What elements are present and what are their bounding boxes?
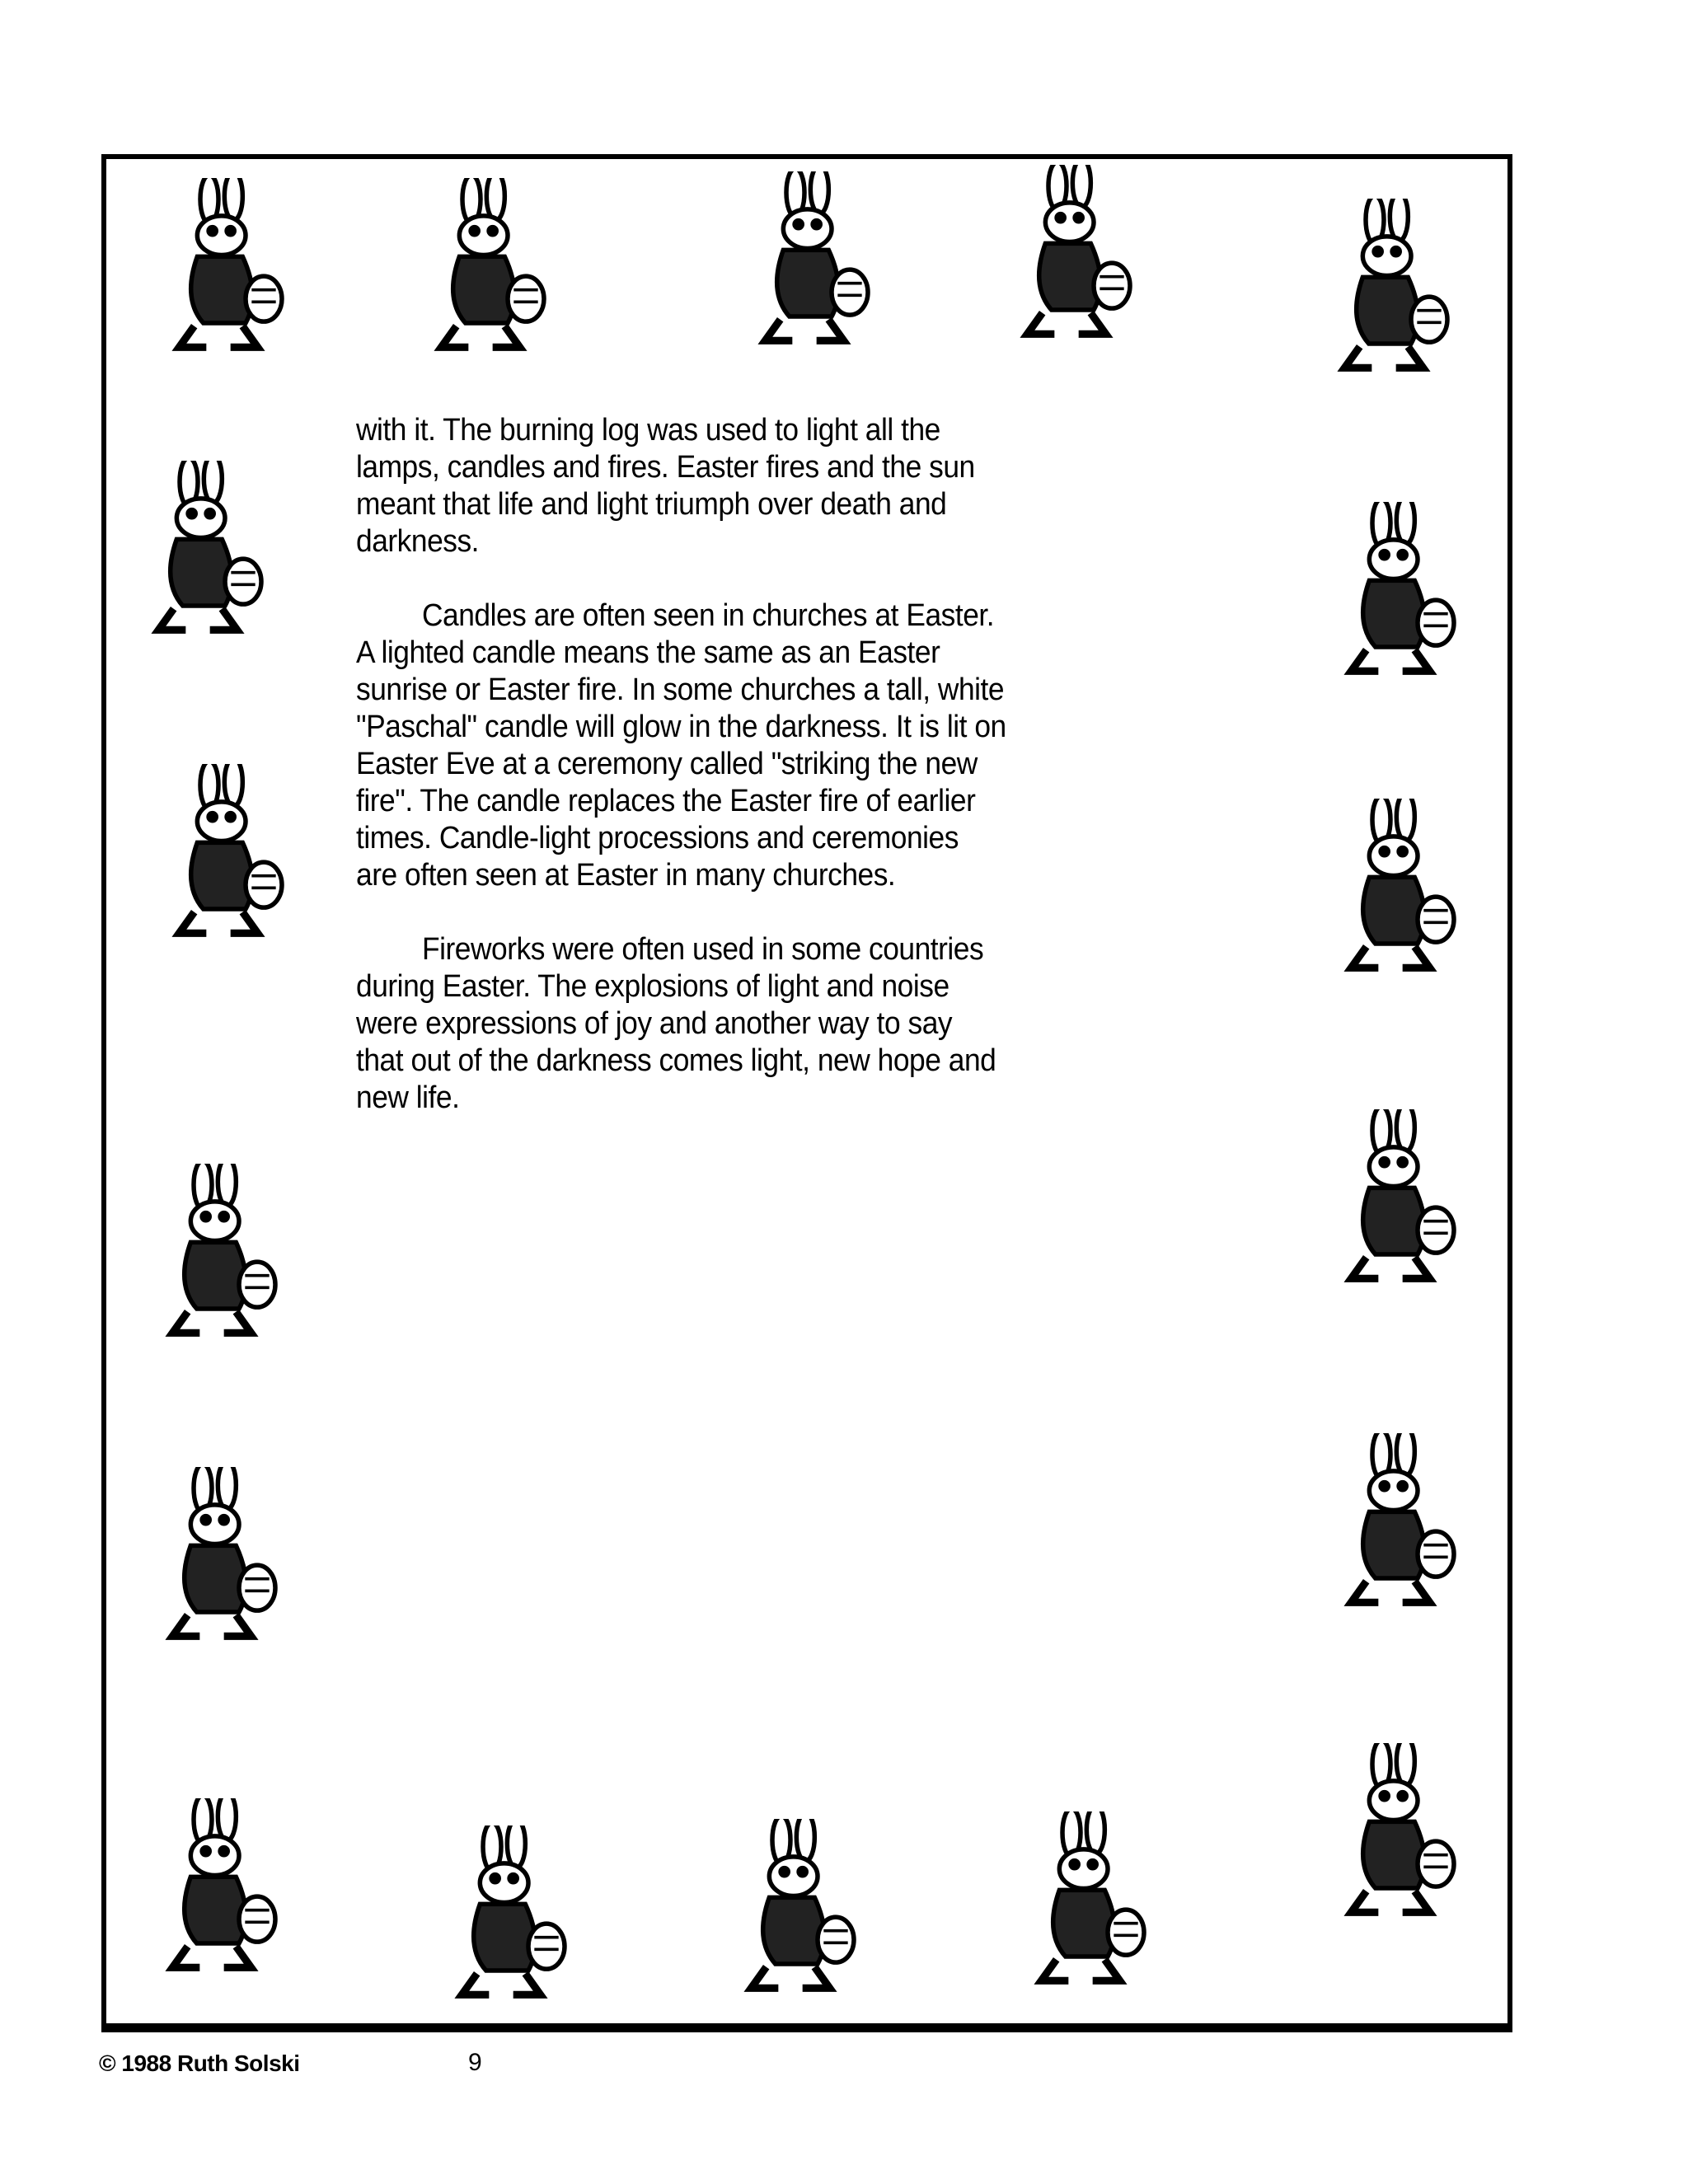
text-line: that out of the darkness comes light, new hope and [356, 1043, 996, 1078]
text-line: "Paschal" candle will glow in the darkness. It is lit on [356, 710, 1006, 744]
text-line: times. Candle-light processions and ceremonies [356, 821, 959, 855]
easter-bunny-icon [1321, 1433, 1478, 1615]
easter-bunny-icon [1315, 199, 1471, 380]
easter-bunny-icon [149, 764, 306, 945]
easter-bunny-icon [143, 1164, 299, 1345]
text-line: fire". The candle replaces the Easter fire of earlier [356, 784, 976, 818]
easter-bunny-icon [1321, 502, 1478, 683]
easter-bunny-icon [432, 1825, 588, 2007]
text-line: were expressions of joy and another way to say [356, 1006, 953, 1041]
text-line: darkness. [356, 524, 480, 559]
easter-bunny-icon [1011, 1811, 1168, 1993]
easter-bunny-icon [411, 178, 568, 359]
easter-bunny-icon [721, 1819, 878, 2000]
easter-bunny-icon [129, 461, 285, 642]
easter-bunny-icon [1321, 1743, 1478, 1924]
easter-bunny-icon [143, 1467, 299, 1648]
text-line: meant that life and light triumph over death and [356, 487, 947, 522]
paragraph-2 [356, 598, 1055, 894]
easter-bunny-icon [1321, 799, 1478, 980]
easter-bunny-icon [149, 178, 306, 359]
text-line: Easter Eve at a ceremony called "striking the new [356, 747, 978, 781]
easter-bunny-icon [143, 1798, 299, 1980]
page-number: 9 [468, 2049, 482, 2076]
paragraph-3 [356, 931, 1055, 1117]
text-line: Candles are often seen in churches at Easter. [421, 598, 995, 633]
easter-bunny-icon [997, 165, 1154, 346]
text-line: sunrise or Easter fire. In some churches a tall, white [356, 673, 1005, 707]
text-line: are often seen at Easter in many churches. [356, 858, 896, 893]
paragraph-1 [356, 412, 1055, 560]
text-line: A lighted candle means the same as an Easter [356, 635, 940, 670]
text-line: during Easter. The explosions of light and noise [356, 969, 950, 1004]
text-line: with it. The burning log was used to light all the [356, 413, 940, 448]
text-line: Fireworks were often used in some countries [421, 932, 984, 967]
copyright-notice: © 1988 Ruth Solski [99, 2050, 300, 2076]
easter-bunny-icon [1321, 1109, 1478, 1291]
easter-bunny-icon [735, 171, 892, 353]
text-line: lamps, candles and fires. Easter fires and the sun [356, 450, 975, 485]
text-line: new life. [356, 1080, 460, 1115]
body-text [356, 412, 1055, 1154]
